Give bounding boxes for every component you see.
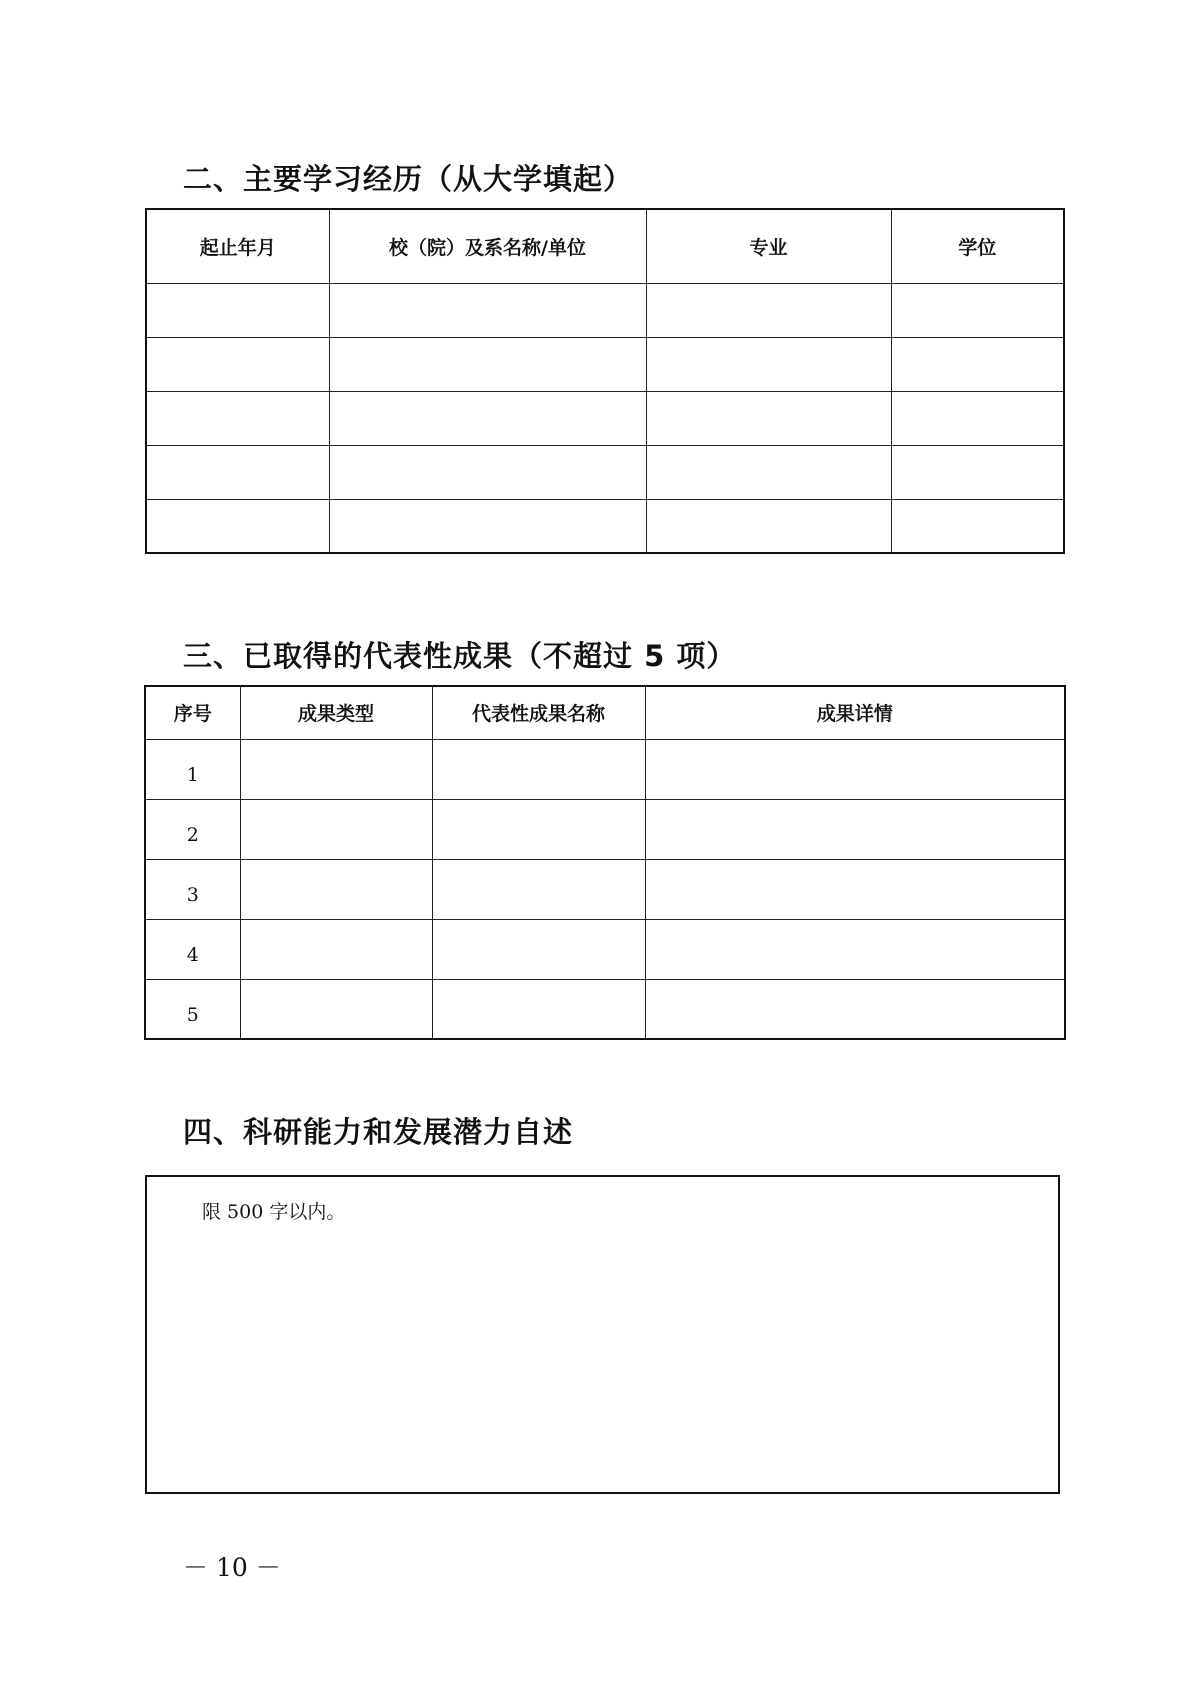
table-row: [146, 283, 1064, 337]
header-achievement-details: 成果详情: [645, 686, 1065, 739]
study-period-cell[interactable]: [146, 283, 329, 337]
achievement-type-cell[interactable]: [240, 859, 432, 919]
table-row: [145, 979, 1065, 1039]
study-period-cell[interactable]: [146, 337, 329, 391]
section-title-self-statement: 四、科研能力和发展潜力自述: [183, 1115, 574, 1149]
achievements-table: [144, 685, 1066, 1040]
achievement-type-cell[interactable]: [240, 979, 432, 1039]
row-number: 3: [145, 859, 240, 919]
study-school-cell[interactable]: [329, 445, 646, 499]
achievement-name-cell[interactable]: [432, 739, 645, 799]
achievement-details-cell[interactable]: [645, 739, 1065, 799]
study-major-cell[interactable]: [646, 445, 891, 499]
row-number: 2: [145, 799, 240, 859]
achievement-type-cell[interactable]: [240, 799, 432, 859]
table-row: [145, 799, 1065, 859]
header-major: 专业: [646, 209, 891, 283]
study-major-cell[interactable]: [646, 283, 891, 337]
achievement-type-cell[interactable]: [240, 739, 432, 799]
achievement-name-cell[interactable]: [432, 859, 645, 919]
header-serial-number: 序号: [145, 686, 240, 739]
table-row: [145, 919, 1065, 979]
achievement-details-cell[interactable]: [645, 799, 1065, 859]
achievement-name-cell[interactable]: [432, 919, 645, 979]
study-major-cell[interactable]: [646, 499, 891, 553]
section-title-study-history: 二、主要学习经历（从大学填起）: [183, 162, 634, 196]
study-school-cell[interactable]: [329, 283, 646, 337]
study-school-cell[interactable]: [329, 499, 646, 553]
table-row: [146, 499, 1064, 553]
self-statement-box[interactable]: [145, 1175, 1060, 1494]
row-number: 1: [145, 739, 240, 799]
table-row: [146, 391, 1064, 445]
study-degree-cell[interactable]: [891, 391, 1064, 445]
row-number: 5: [145, 979, 240, 1039]
study-period-cell[interactable]: [146, 499, 329, 553]
page-number: － 10 －: [183, 1553, 281, 1582]
word-limit-hint: 限 500 字以内。: [202, 1201, 346, 1223]
table-row: [145, 859, 1065, 919]
table-header-row: [145, 686, 1065, 739]
study-period-cell[interactable]: [146, 445, 329, 499]
achievement-details-cell[interactable]: [645, 919, 1065, 979]
achievement-type-cell[interactable]: [240, 919, 432, 979]
achievement-name-cell[interactable]: [432, 799, 645, 859]
header-achievement-type: 成果类型: [240, 686, 432, 739]
table-row: [146, 445, 1064, 499]
study-degree-cell[interactable]: [891, 283, 1064, 337]
achievement-details-cell[interactable]: [645, 979, 1065, 1039]
row-number: 4: [145, 919, 240, 979]
section-title-achievements: 三、已取得的代表性成果（不超过 5 项）: [183, 639, 737, 673]
achievement-name-cell[interactable]: [432, 979, 645, 1039]
study-degree-cell[interactable]: [891, 499, 1064, 553]
study-school-cell[interactable]: [329, 337, 646, 391]
table-row: [145, 739, 1065, 799]
header-school-department: 校（院）及系名称/单位: [329, 209, 646, 283]
study-degree-cell[interactable]: [891, 445, 1064, 499]
header-period: 起止年月: [146, 209, 329, 283]
study-school-cell[interactable]: [329, 391, 646, 445]
achievement-details-cell[interactable]: [645, 859, 1065, 919]
table-header-row: [146, 209, 1064, 283]
study-degree-cell[interactable]: [891, 337, 1064, 391]
header-achievement-name: 代表性成果名称: [432, 686, 645, 739]
study-major-cell[interactable]: [646, 337, 891, 391]
study-period-cell[interactable]: [146, 391, 329, 445]
study-major-cell[interactable]: [646, 391, 891, 445]
study-history-table: [145, 208, 1065, 554]
header-degree: 学位: [891, 209, 1064, 283]
table-row: [146, 337, 1064, 391]
